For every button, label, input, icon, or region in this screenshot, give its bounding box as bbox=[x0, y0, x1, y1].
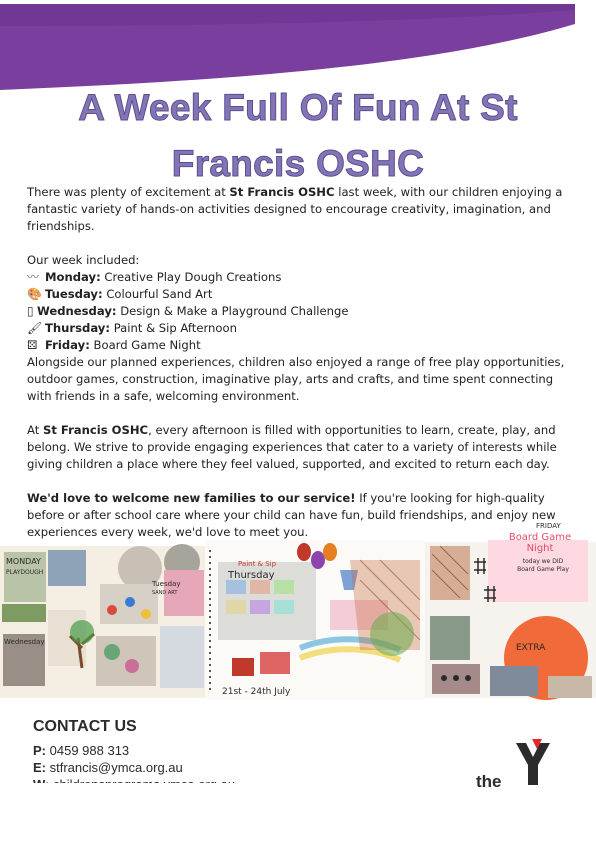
title-line-1: A Week Full Of Fun At St bbox=[78, 87, 518, 128]
page-bottom-clip bbox=[0, 783, 596, 842]
list-item: 🎨 Tuesday: Colourful Sand Art bbox=[27, 287, 213, 301]
friday-label: FRIDAY bbox=[536, 522, 561, 530]
collage-panel-thursday bbox=[205, 540, 425, 700]
belong-paragraph: At St Francis OSHC, every afternoon is filled with opportunities to learn, create, play, and belong. We strive to provide engaging experiences that cater to a variety of interests while giving children a place where they feel valued, supported, and excited to return each day. bbox=[27, 423, 557, 471]
dates-label: 21st - 24th July bbox=[222, 687, 291, 697]
service-name: St Francis OSHC bbox=[229, 185, 335, 199]
article-body bbox=[27, 184, 575, 541]
playdough-label: PLAYDOUGH bbox=[6, 569, 44, 576]
contact-section bbox=[33, 718, 413, 793]
service-name: St Francis OSHC bbox=[42, 423, 149, 437]
intro-paragraph: There was plenty of excitement at St Francis OSHC last week, with our children enjoying a fantastic variety of hands-on activities designed to encourage creativity, imagination, and friendships. bbox=[27, 185, 563, 233]
contact-title: CONTACT US bbox=[33, 718, 137, 735]
today-we-did-label: today we DID bbox=[522, 558, 564, 565]
contact-phone: P: 0459 988 313 bbox=[33, 743, 130, 758]
contact-email: E: stfrancis@ymca.org.au bbox=[33, 760, 183, 775]
activity-list bbox=[27, 269, 575, 354]
list-item: ▯ Wednesday: Design & Make a Playground Challenge bbox=[27, 304, 349, 318]
phone-number: 0459 988 313 bbox=[49, 743, 130, 758]
list-item: ⚄ Friday: Board Game Night bbox=[27, 338, 201, 352]
logo-the: the bbox=[476, 772, 502, 791]
title-line-2: Francis OSHC bbox=[171, 143, 425, 184]
paint-sip-label: Paint & Sip bbox=[238, 560, 277, 568]
thursday-label: Thursday bbox=[228, 570, 275, 581]
dice-icon: ⚄ bbox=[27, 338, 38, 352]
extra-label: EXTRA bbox=[516, 643, 546, 653]
list-item: 〰 Monday: Creative Play Dough Creations bbox=[27, 270, 282, 284]
page-title bbox=[0, 80, 596, 192]
list-item: 🖌 Thursday: Paint & Sip Afternoon bbox=[27, 321, 237, 335]
play-dough-icon: 〰 bbox=[27, 270, 40, 284]
email-address: stfrancis@ymca.org.au bbox=[49, 760, 183, 775]
welcome-paragraph: We'd love to welcome new families to our service! If you're looking for high-quality before or after school care where your child can have fun, build friendships, and enjoy new experiences every week, we'd love to meet you. bbox=[27, 491, 556, 539]
tuesday-label: Tuesday bbox=[152, 580, 181, 588]
monday-label: MONDAY bbox=[6, 557, 41, 566]
collage-panel-mon-wed bbox=[0, 544, 205, 698]
missing-glyph-icon: ▯ bbox=[27, 304, 34, 318]
board-game-label: Board Game Night bbox=[508, 532, 572, 554]
week-intro: Our week included: bbox=[27, 253, 140, 267]
palette-icon: 🎨 bbox=[27, 287, 42, 301]
paintbrush-icon: 🖌 bbox=[27, 321, 43, 335]
wednesday-label: Wednesday bbox=[4, 638, 45, 646]
free-play-paragraph: Alongside our planned experiences, children also enjoyed a range of free play opportunities, outdoor games, construction, imaginative play, arts and crafts, and time spent connecting with friends in a safe, welcoming environment. bbox=[27, 355, 565, 403]
board-games-play-label: Board Game Play bbox=[517, 566, 569, 573]
sand-art-label: SAND ART bbox=[152, 590, 178, 596]
